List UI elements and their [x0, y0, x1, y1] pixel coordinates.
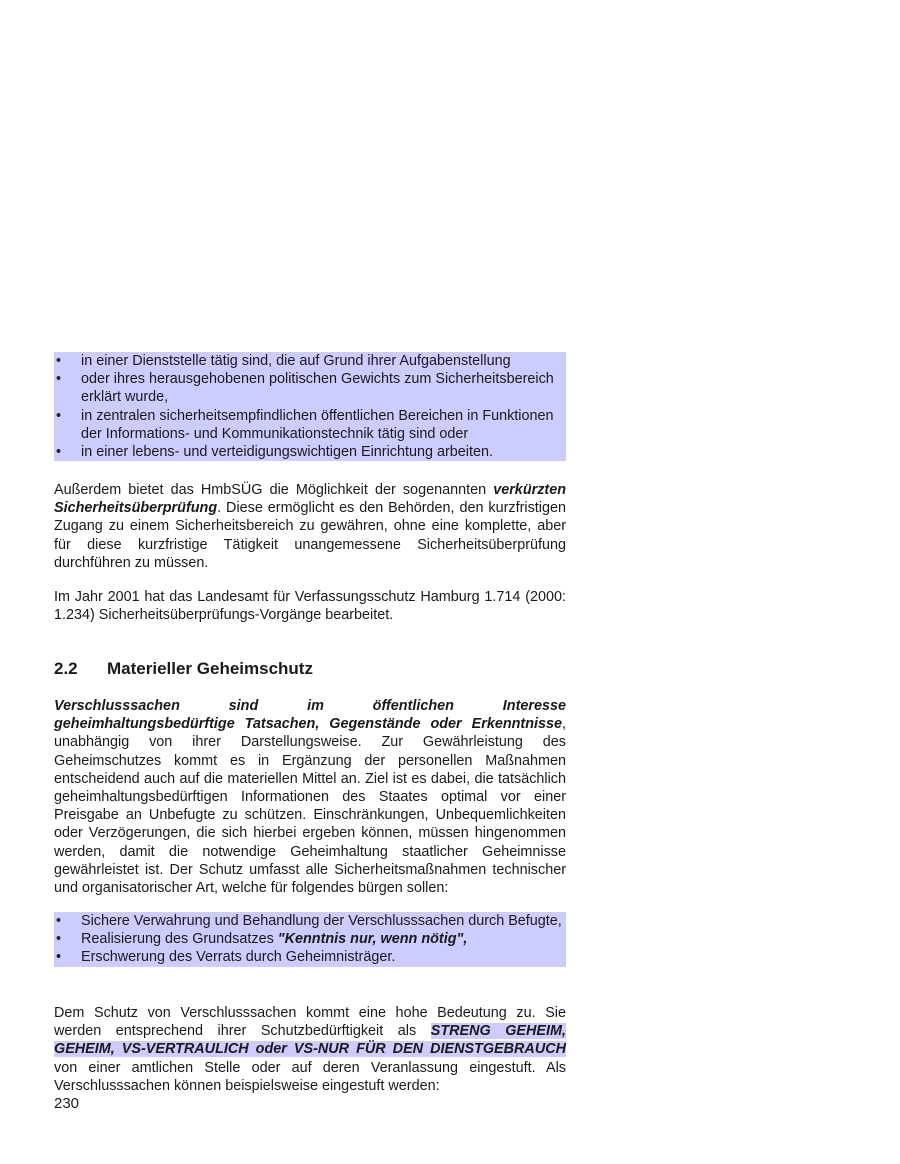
text-run: , — [463, 931, 468, 948]
text-run: . Diese ermöglicht es den Behörden, den kurzfristigen Zugang zu einem Sicherheitsbereich zu gewähren, ohne eine komplette, aber für diese kurzfristige Tätigkeit unangemessene Sicherheitsüberprüfung durchführen zu müssen. — [54, 500, 566, 571]
list-item: • in einer Dienststelle tätig sind, die auf Grund ihrer Aufgabenstellung — [54, 352, 566, 370]
bullet-list-sicherheitsbereiche — [54, 352, 566, 461]
page-number: 230 — [54, 1095, 80, 1112]
list-item: • oder ihres herausgehobenen politischen Gewichts zum Sicherheitsbereich erklärt wurde, — [54, 370, 566, 406]
paragraph-verkuerzte-pruefung — [54, 481, 566, 572]
text-run: Realisierung des Grundsatzes — [81, 931, 278, 948]
emphasis-quote: "Kenntnis nur, wenn nötig" — [277, 931, 464, 948]
emphasis-term: verkürzten Sicherheitsüberprüfung — [54, 482, 566, 517]
highlighted-classification-levels: STRENG GEHEIM, GEHEIM, VS-VERTRAULICH oder VS-NUR FÜR DEN DIENSTGEBRAUCH — [54, 1023, 566, 1058]
paragraph-verschlusssachen-definition — [54, 697, 566, 897]
text-run: Dem Schutz von Verschlusssachen kommt eine hohe Bedeutung zu. Sie werden entsprechend ihrer Schutzbedürftigkeit als — [54, 1005, 566, 1040]
emphasis-definition: Verschlusssachen sind im öffentlichen Interesse geheimhaltungsbedürftige Tatsachen, Gegenstände oder Erkenntnisse — [54, 698, 566, 733]
paragraph-einstufung — [54, 1004, 566, 1095]
bullet-list-schutzziele — [54, 912, 566, 967]
section-number: 2.2 — [54, 659, 78, 678]
list-item — [54, 930, 566, 948]
section-title: Materieller Geheimschutz — [107, 659, 313, 678]
section-heading — [54, 659, 313, 679]
list-item: • Erschwerung des Verrats durch Geheimnisträger. — [54, 948, 566, 966]
text-run: von einer amtlichen Stelle oder auf deren Veranlassung eingestuft. Als Verschlusssachen können beispielsweise eingestuft werden: — [54, 1059, 566, 1094]
list-item: • Sichere Verwahrung und Behandlung der Verschlusssachen durch Befugte, — [54, 912, 566, 930]
list-item: • in zentralen sicherheitsempfindlichen öffentlichen Bereichen in Funktionen der Informations- und Kommunikationstechnik tätig sind oder — [54, 407, 566, 443]
text-run: , unabhängig von ihrer Darstellungsweise. Zur Gewährleistung des Geheimschutzes kommt es in Ergänzung der personellen Maßnahmen entscheidend auch auf die materiellen Mittel an. Ziel ist es dabei, die tatsächlich geheimhaltungsbedürftigen Informationen des Staates optimal vor einer Preisgabe an Unbefugte zu schützen. Einschränkungen, Unbequemlichkeiten oder Verzögerungen, die sich hierbei ergeben können, müssen hingenommen werden, damit die notwendige Geheimhaltung staatlicher Geheimnisse gewährleistet ist. Der Schutz umfasst alle Sicherheitsmaßnahmen technischer und organisatorischer Art, welche für folgendes bürgen sollen: — [54, 716, 566, 897]
paragraph-statistik-2001: Im Jahr 2001 hat das Landesamt für Verfassungsschutz Hamburg 1.714 (2000: 1.234) Sicherheitsüberprüfungs-Vorgänge bearbeitet. — [54, 589, 566, 624]
list-item: • in einer lebens- und verteidigungswichtigen Einrichtung arbeiten. — [54, 443, 566, 461]
text-run: Außerdem bietet das HmbSÜG die Möglichkeit der sogenannten — [54, 482, 494, 498]
